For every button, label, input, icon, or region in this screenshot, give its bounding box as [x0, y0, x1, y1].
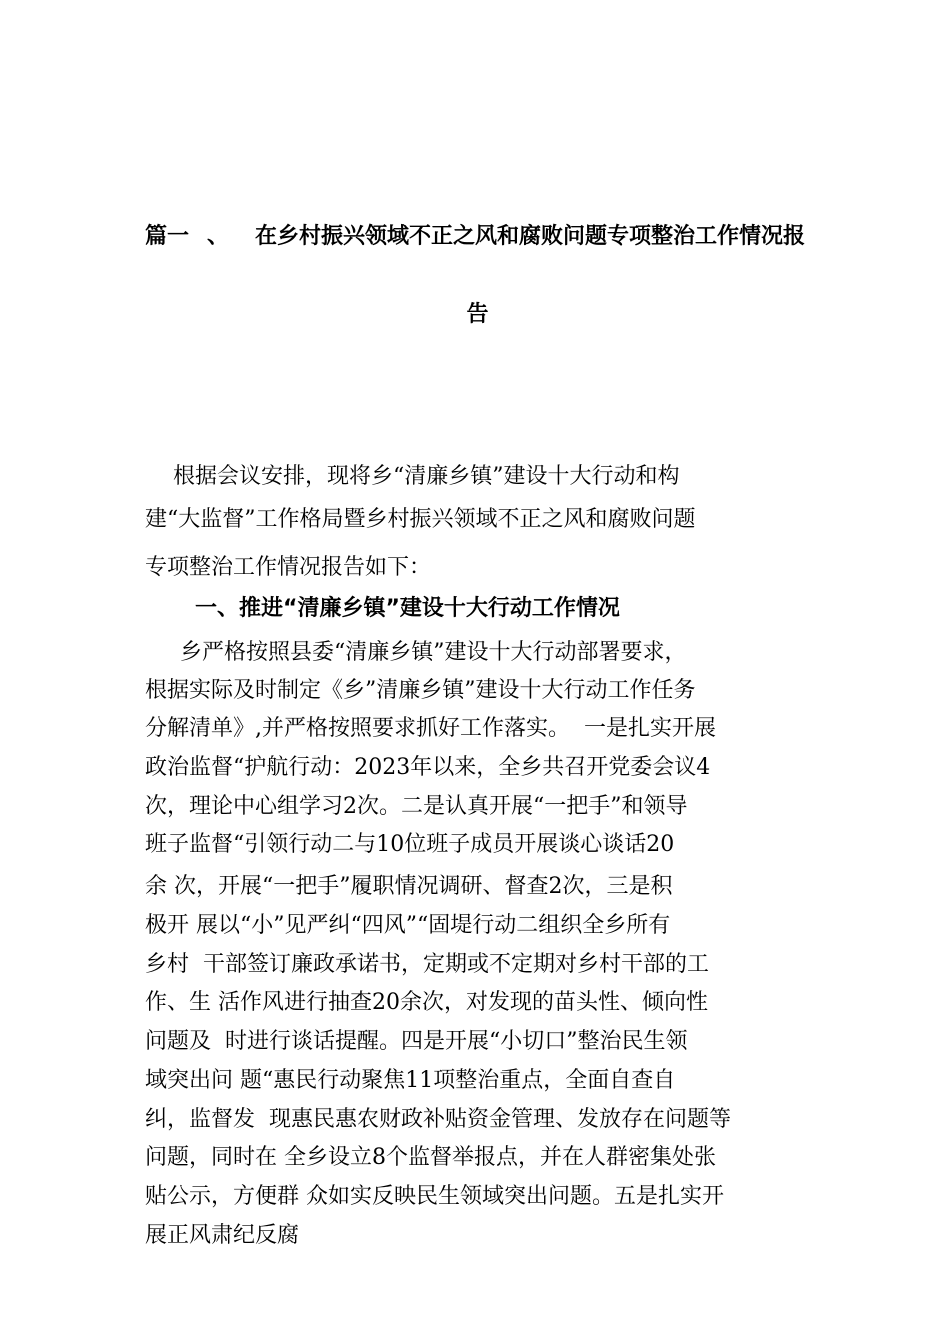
- body-line: 班子监督“引领行动二与10位班子成员开展谈心谈话20: [145, 832, 675, 857]
- body-line: 极开 展以“小”见严纠“四风”“固堤行动二组织全乡所有: [145, 913, 671, 938]
- body-line: 作、生 活作风进行抽查20余次，对发现的苗头性、倾向性: [145, 990, 708, 1015]
- body-line: 根据实际及时制定《乡”清廉乡镇”建设十大行动工作任务: [145, 678, 696, 703]
- body-line: 乡严格按照县委“清廉乡镇”建设十大行动部署要求，: [145, 640, 687, 665]
- document-title-line-2: 告: [466, 302, 489, 327]
- title-separator: 、: [207, 224, 230, 249]
- body-line: 余 次，开展“一把手”履职情况调研、督查2次，三是积: [145, 874, 673, 899]
- body-line: 政治监督“护航行动：2023年以来，全乡共召开党委会议4: [145, 755, 711, 780]
- section-heading: 一、推进“清廉乡镇”建设十大行动工作情况: [195, 596, 620, 621]
- document-title-line-1: [145, 222, 810, 252]
- title-chapter-label: 篇一: [145, 224, 190, 249]
- body-line: 问题，同时在 全乡设立8个监督举报点，并在人群密集处张: [145, 1145, 716, 1170]
- intro-line: 根据会议安排，现将乡“清廉乡镇”建设十大行动和构: [145, 464, 680, 489]
- body-line: 次，理论中心组学习2次。二是认真开展“一把手”和领导: [145, 794, 688, 819]
- intro-line: 建“大监督”工作格局暨乡村振兴领域不正之风和腐败问题: [145, 507, 696, 532]
- body-line: 展正风肃纪反腐: [145, 1223, 300, 1248]
- body-line: 分解清单》,并严格按照要求抓好工作落实。 一是扎实开展: [145, 716, 716, 741]
- body-line: 乡村 干部签订廉政承诺书，定期或不定期对乡村干部的工: [145, 952, 709, 977]
- body-line: 贴公示，方便群 众如实反映民生领域突出问题。五是扎实开: [145, 1184, 724, 1209]
- body-line: 问题及 时进行谈话提醒。四是开展“小切口”整治民生领: [145, 1029, 688, 1054]
- body-line: 纠，监督发 现惠民惠农财政补贴资金管理、发放存在问题等: [145, 1107, 731, 1132]
- intro-line: 专项整治工作情况报告如下：: [145, 555, 432, 580]
- title-text: 在乡村振兴领域不正之风和腐败问题专项整治工作情况报: [255, 224, 806, 249]
- body-line: 域突出问 题“惠民行动聚焦11项整治重点，全面自查自: [145, 1068, 676, 1093]
